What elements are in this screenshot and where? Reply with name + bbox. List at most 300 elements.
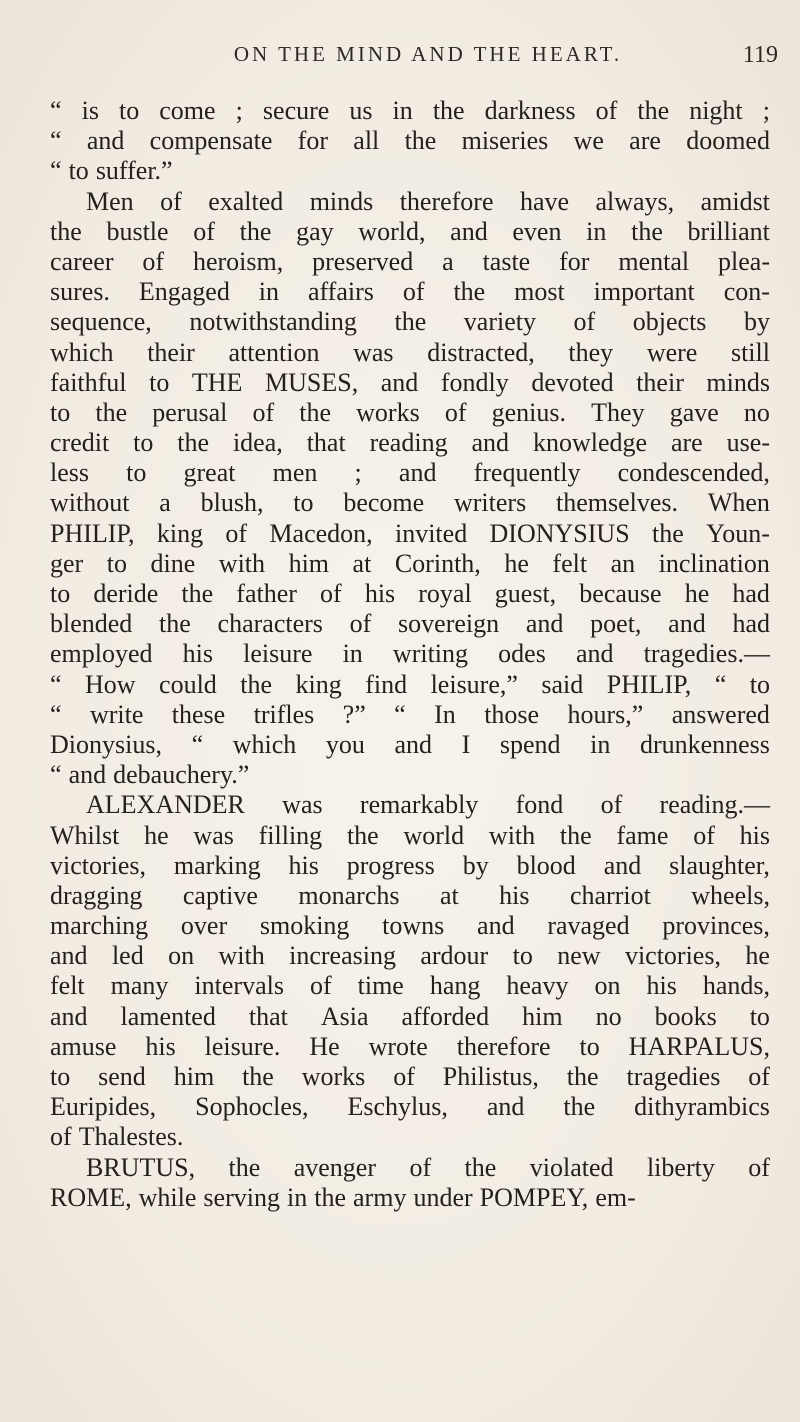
text-word: violated: [529, 1152, 614, 1182]
text-word: of: [600, 790, 623, 820]
text-word: PHILIP,: [606, 669, 692, 699]
text-line: [50, 1002, 770, 1032]
text-word: dithyrambics: [634, 1092, 770, 1122]
text-word: exalted: [208, 186, 284, 216]
text-word: dragging: [50, 880, 143, 910]
text-word: the: [159, 609, 191, 639]
text-word: of: [50, 1122, 72, 1152]
text-word: the: [346, 820, 379, 850]
text-word: Engaged: [138, 277, 230, 307]
text-word: attention: [228, 337, 320, 367]
text-word: filling: [258, 820, 323, 850]
text-line: [50, 217, 770, 247]
text-word: were: [646, 337, 698, 367]
text-word: their: [147, 337, 195, 367]
text-word: which: [232, 729, 297, 759]
text-word: men: [272, 458, 318, 488]
text-word: many: [110, 971, 169, 1001]
text-word: Euripides,: [50, 1092, 157, 1122]
text-word: secure: [262, 96, 330, 125]
text-word: become: [343, 488, 425, 518]
text-word: works: [301, 1062, 366, 1091]
text-word: avenger: [293, 1152, 376, 1182]
text-word: and: [380, 367, 419, 397]
text-line: [50, 941, 770, 971]
text-word: the: [453, 277, 486, 307]
text-word: a: [442, 246, 454, 276]
text-word: of: [320, 579, 342, 608]
text-word: could: [159, 669, 217, 699]
text-word: bustle: [106, 216, 169, 246]
text-word: books: [654, 1001, 717, 1031]
text-word: by: [744, 307, 770, 337]
text-word: poet,: [590, 609, 642, 639]
text-line: [50, 96, 770, 126]
text-word: provinces,: [662, 911, 770, 941]
text-word: hang: [429, 971, 481, 1001]
text-word: frequently: [473, 458, 581, 488]
text-word: in: [286, 1182, 308, 1212]
text-line: [50, 1032, 770, 1062]
text-word: are: [629, 126, 661, 156]
text-word: wheels,: [691, 880, 770, 910]
text-word: therefore: [456, 1031, 551, 1061]
text-word: MUSES,: [265, 367, 359, 397]
text-word: even: [512, 216, 562, 246]
text-word: ;: [762, 96, 770, 125]
text-word: taste: [482, 246, 531, 276]
text-word: a: [159, 488, 171, 518]
text-word: ;: [354, 458, 362, 488]
text-word: sures.: [50, 277, 110, 307]
text-word: “: [714, 669, 727, 699]
text-line: [50, 307, 770, 337]
text-word: suffer.”: [95, 156, 173, 186]
text-word: of: [160, 186, 182, 216]
text-word: these: [171, 699, 226, 729]
text-word: career: [50, 246, 114, 276]
text-word: send: [98, 1062, 146, 1091]
text-line: [50, 187, 770, 217]
text-word: world,: [358, 216, 426, 246]
text-word: and: [471, 428, 510, 458]
text-word: I: [461, 729, 471, 759]
text-line: [50, 609, 770, 639]
text-word: in: [258, 277, 280, 307]
text-word: world: [403, 820, 465, 850]
text-word: he: [684, 579, 710, 608]
text-word: writing: [392, 639, 469, 669]
body-text: [50, 96, 770, 1213]
text-word: dine: [150, 548, 196, 578]
text-word: Asia: [320, 1001, 369, 1031]
text-word: great: [183, 458, 236, 488]
text-word: the: [181, 579, 214, 608]
text-word: important: [593, 277, 695, 307]
text-line: [50, 730, 770, 760]
text-word: new: [557, 941, 601, 971]
text-word: him: [173, 1062, 215, 1091]
text-word: with: [488, 820, 536, 850]
text-line: [50, 579, 770, 609]
text-word: the: [404, 126, 437, 156]
text-word: “: [50, 156, 62, 186]
text-word: therefore: [399, 186, 494, 216]
text-word: the: [637, 96, 670, 125]
text-word: blended: [50, 609, 133, 639]
text-word: leisure.: [204, 1031, 281, 1061]
text-word: the: [651, 518, 684, 548]
text-word: an: [610, 548, 636, 578]
text-word: debauchery.”: [113, 760, 250, 790]
text-word: lamented: [120, 1001, 216, 1031]
text-word: to: [293, 488, 314, 518]
text-word: heavy: [506, 971, 569, 1001]
text-word: Dionysius,: [50, 729, 162, 759]
text-word: They: [591, 397, 645, 427]
text-word: we: [573, 126, 604, 156]
text-word: come: [159, 96, 216, 125]
text-word: perusal: [152, 397, 228, 427]
text-word: of: [142, 246, 165, 276]
text-word: at: [439, 880, 459, 910]
text-word: felt: [50, 971, 85, 1001]
text-word: is: [81, 96, 99, 125]
text-word: wrote: [368, 1031, 428, 1061]
text-word: have: [519, 186, 570, 216]
text-line: [50, 519, 770, 549]
text-word: with: [218, 941, 265, 971]
text-word: Whilst: [50, 820, 120, 850]
text-word: the: [464, 1152, 497, 1182]
text-word: “: [50, 96, 62, 125]
text-word: felt: [552, 548, 588, 578]
text-word: amidst: [700, 186, 770, 216]
text-line: [50, 821, 770, 851]
text-word: and: [50, 1001, 88, 1031]
text-word: was: [193, 820, 234, 850]
text-word: intervals: [194, 971, 284, 1001]
text-word: in: [586, 216, 607, 246]
text-word: and: [450, 216, 488, 246]
text-word: his: [145, 1031, 176, 1061]
text-word: “: [50, 669, 62, 699]
text-word: those: [484, 699, 540, 729]
text-word: tragedies.—: [643, 639, 770, 669]
text-word: him: [522, 1001, 563, 1031]
text-word: PHILIP,: [50, 518, 135, 548]
text-word: liberty: [646, 1152, 715, 1182]
text-word: his: [364, 579, 396, 608]
text-word: smoking: [259, 911, 350, 941]
text-line: [50, 851, 770, 881]
text-word: gave: [669, 397, 719, 427]
text-word: devoted: [531, 367, 614, 397]
text-word: to: [126, 458, 147, 488]
text-word: and: [603, 850, 642, 880]
text-word: affairs: [307, 277, 374, 307]
text-word: DIONYSIUS: [489, 518, 630, 548]
page-number: 119: [742, 42, 778, 68]
text-word: towns: [382, 911, 445, 941]
text-word: objects: [632, 307, 707, 337]
text-word: plea-: [718, 246, 770, 276]
text-word: his: [646, 971, 677, 1001]
text-word: king: [295, 669, 342, 699]
text-word: of: [573, 307, 596, 337]
text-word: Philistus,: [442, 1062, 539, 1091]
text-word: to: [749, 1001, 770, 1031]
text-word: knowledge: [532, 428, 648, 458]
text-word: invited: [394, 518, 468, 548]
text-word: fond: [515, 790, 564, 820]
text-word: increasing: [289, 941, 396, 971]
text-word: BRUTUS,: [86, 1152, 196, 1182]
text-word: his: [499, 880, 530, 910]
text-word: ger: [50, 548, 84, 578]
text-word: victories,: [624, 941, 721, 971]
text-word: their: [636, 367, 684, 397]
text-word: slaughter,: [669, 850, 770, 880]
text-word: of: [693, 820, 715, 850]
text-line: [50, 277, 770, 307]
text-word: no: [595, 1001, 622, 1031]
text-line: [50, 488, 770, 518]
text-word: was: [282, 790, 323, 820]
text-word: had: [732, 579, 770, 608]
text-word: Macedon,: [269, 518, 373, 548]
text-line: [50, 368, 770, 398]
text-word: write: [89, 699, 144, 729]
text-word: HARPALUS,: [628, 1031, 770, 1061]
text-word: afforded: [401, 1001, 490, 1031]
text-word: spend: [499, 729, 561, 759]
text-word: characters: [217, 609, 323, 639]
text-line: [50, 760, 770, 790]
text-word: the: [239, 216, 272, 246]
text-word: royal: [418, 579, 472, 608]
text-word: the: [566, 1062, 599, 1091]
text-word: POMPEY,: [479, 1182, 589, 1212]
text-word: progress: [346, 850, 435, 880]
text-word: “: [191, 729, 204, 759]
text-word: answered: [671, 699, 770, 729]
text-line: [50, 156, 770, 186]
text-word: brilliant: [687, 216, 770, 246]
text-line: [50, 1092, 770, 1122]
text-word: the: [50, 216, 82, 246]
text-word: said: [541, 669, 584, 699]
text-word: his: [182, 639, 213, 669]
text-word: he: [504, 548, 529, 578]
text-line: [50, 700, 770, 730]
text-word: works: [356, 397, 420, 427]
text-word: odes: [498, 639, 546, 669]
text-word: minds: [309, 186, 374, 216]
text-word: and: [525, 609, 564, 639]
text-word: to: [749, 669, 770, 699]
text-word: victories,: [50, 850, 147, 880]
text-word: marching: [50, 911, 149, 941]
text-word: “: [50, 699, 62, 729]
text-word: of: [748, 1062, 770, 1091]
text-word: con-: [723, 277, 770, 307]
text-word: had: [732, 609, 770, 639]
text-word: compensate: [149, 126, 273, 156]
text-word: THE: [191, 367, 243, 397]
text-word: “: [394, 699, 406, 729]
text-word: the: [631, 216, 663, 246]
text-word: blush,: [200, 488, 264, 518]
text-word: hands,: [702, 971, 770, 1001]
text-word: Youn-: [706, 518, 770, 548]
text-word: for: [297, 126, 328, 156]
text-word: He: [309, 1031, 340, 1061]
text-word: of: [252, 397, 275, 427]
text-word: of: [393, 1062, 415, 1091]
text-word: distracted,: [427, 337, 535, 367]
text-word: reading: [369, 428, 448, 458]
text-word: “: [50, 126, 62, 156]
text-word: miseries: [461, 126, 549, 156]
text-word: without: [50, 488, 130, 518]
text-word: gay: [296, 216, 334, 246]
text-word: father: [236, 579, 297, 608]
text-word: faithful: [50, 367, 127, 397]
text-word: blood: [516, 850, 576, 880]
text-word: by: [462, 850, 489, 880]
text-line: [50, 790, 770, 820]
text-word: in: [392, 96, 413, 125]
text-word: of: [409, 1152, 432, 1182]
text-line: [50, 971, 770, 1001]
text-word: he: [745, 941, 770, 971]
text-line: [50, 458, 770, 488]
text-word: to: [512, 941, 533, 971]
text-word: him: [288, 548, 330, 578]
text-word: inclination: [658, 548, 770, 578]
text-word: that: [306, 428, 346, 458]
text-word: no: [743, 397, 770, 427]
text-word: trifles: [253, 699, 315, 729]
text-line: [50, 1062, 770, 1092]
text-word: to: [68, 156, 89, 186]
text-word: credit: [50, 428, 110, 458]
text-word: and: [86, 126, 125, 156]
text-word: us: [349, 96, 373, 125]
text-word: deride: [93, 579, 159, 608]
text-word: Corinth,: [394, 548, 481, 578]
text-word: leisure: [243, 639, 313, 669]
text-word: of: [309, 971, 332, 1001]
text-line: [50, 126, 770, 156]
text-word: to: [50, 397, 71, 427]
text-word: remarkably: [359, 790, 479, 820]
text-word: the: [228, 1152, 261, 1182]
text-word: and: [477, 911, 515, 941]
text-word: find: [365, 669, 408, 699]
text-word: Sophocles,: [195, 1092, 309, 1122]
text-word: for: [559, 246, 590, 276]
text-line: [50, 1153, 770, 1183]
text-word: themselves.: [556, 488, 679, 518]
text-word: doomed: [686, 126, 770, 156]
page-header: [148, 42, 778, 82]
text-word: and: [398, 458, 437, 488]
text-word: the: [563, 1092, 596, 1122]
text-word: in: [342, 639, 363, 669]
text-word: mental: [618, 246, 690, 276]
text-word: “: [50, 760, 62, 790]
text-word: charriot: [569, 880, 651, 910]
text-word: on: [594, 971, 621, 1001]
text-word: ALEXANDER: [86, 790, 245, 820]
text-word: genius.: [491, 397, 567, 427]
text-word: the: [559, 820, 592, 850]
text-word: was: [353, 337, 394, 367]
text-word: variety: [463, 307, 536, 337]
text-word: of: [444, 397, 467, 427]
text-line: [50, 911, 770, 941]
text-word: on: [168, 941, 195, 971]
text-word: they: [568, 337, 614, 367]
text-word: the: [240, 669, 273, 699]
text-word: night: [689, 96, 743, 125]
text-word: of: [193, 216, 215, 246]
text-word: darkness: [484, 96, 576, 125]
text-word: at: [352, 548, 372, 578]
text-line: [50, 670, 770, 700]
text-line: [50, 398, 770, 428]
text-word: idea,: [232, 428, 283, 458]
text-word: most: [514, 277, 565, 307]
text-word: of: [225, 518, 248, 548]
text-word: notwithstanding: [189, 307, 357, 337]
text-word: to: [50, 579, 71, 608]
text-word: use-: [726, 428, 770, 458]
text-word: to: [106, 548, 127, 578]
text-word: amuse: [50, 1031, 117, 1061]
text-word: the: [242, 1062, 274, 1091]
text-word: king: [156, 518, 204, 548]
text-word: he: [144, 820, 169, 850]
text-word: leisure,”: [430, 669, 518, 699]
text-word: that: [248, 1001, 288, 1031]
text-word: preserved: [312, 246, 414, 276]
text-word: serving: [203, 1182, 280, 1212]
text-line: [50, 1183, 770, 1213]
text-word: drunkenness: [639, 729, 770, 759]
text-word: you: [325, 729, 365, 759]
text-word: marking: [173, 850, 261, 880]
text-word: condescended,: [617, 458, 770, 488]
text-word: of: [402, 277, 425, 307]
text-word: tragedies: [626, 1062, 721, 1091]
text-word: of: [595, 96, 618, 125]
text-word: hours,”: [567, 699, 644, 729]
text-word: his: [739, 820, 770, 850]
text-word: under: [413, 1182, 473, 1212]
text-word: Men: [86, 186, 134, 216]
text-word: the: [177, 428, 210, 458]
text-line: [50, 338, 770, 368]
text-word: less: [50, 458, 89, 488]
text-word: employed: [50, 639, 153, 669]
text-word: of: [349, 609, 372, 639]
text-word: to: [149, 367, 170, 397]
text-word: and: [50, 941, 88, 971]
text-word: always,: [595, 186, 675, 216]
